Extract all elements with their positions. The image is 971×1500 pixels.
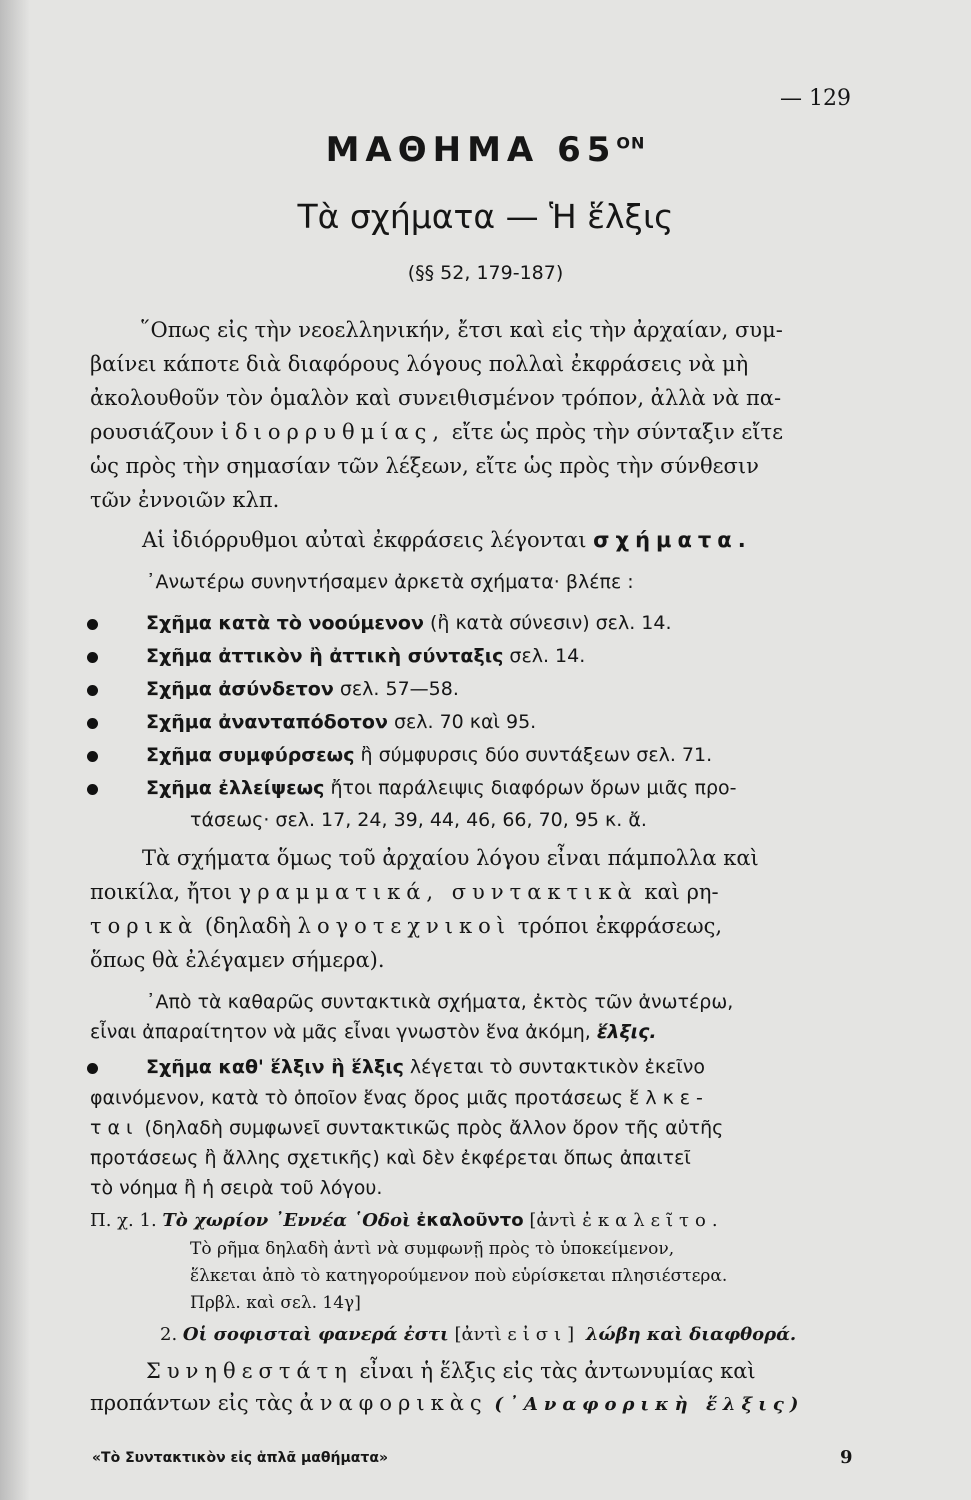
bullet-1-bold: Σχῆμα κατὰ τὸ νοούμενον (146, 612, 424, 634)
example-2-spaced: εἰσι] (507, 1324, 581, 1345)
bullet-6 (87, 784, 98, 795)
example-1-line-1 (90, 1210, 724, 1231)
para2-line-2 (90, 880, 719, 904)
bullet-2-rest: σελ. 14. (509, 645, 586, 667)
helxis-line-2 (90, 1087, 709, 1109)
bullet-6-rest: ἤτοι παράλειψις διαφόρων ὅρων μιᾶς προ- (330, 777, 737, 799)
para2-line-4: ὅπως θὰ ἐλέγαμεν σήμερα). (90, 948, 385, 972)
example-1-line-4: Πρβλ. καὶ σελ. 14γ] (190, 1293, 361, 1313)
bullet-5 (87, 751, 98, 762)
lesson-title-sup: ΟΝ (616, 133, 646, 153)
example-2-bracket: [ἀντὶ (454, 1324, 502, 1345)
para3-line-1: ᾿Απὸ τὰ καθαρῶς συντακτικὰ σχήματα, ἐκτὸς τῶν ἀνωτέρω, (146, 991, 734, 1013)
bullet-item-1 (146, 612, 672, 634)
intro-line-6: τῶν ἐννοιῶν κλπ. (90, 488, 280, 512)
lesson-subtitle: Τὰ σχήματα — Ἡ ἕλξις (297, 197, 674, 236)
bullet-6-bold: Σχῆμα ἐλλείψεως (146, 777, 325, 799)
bullet-2 (87, 652, 98, 663)
definition-line (142, 528, 752, 552)
para2-part-b: καὶ ρη- (644, 880, 719, 904)
bullet-item-6 (146, 777, 737, 799)
para2-part-d: τρόποι ἐκφράσεως, (517, 914, 723, 938)
intro-line-4 (90, 420, 783, 444)
last-text-2: προπάντων εἰς τὰς (90, 1391, 293, 1415)
para2-spaced-a: γραμματικά, συντακτικὰ (238, 880, 638, 904)
para3-helxis: ἕλξις. (596, 1021, 657, 1043)
last-text-1: εἶναι ἡ ἕλξις εἰς τὰς ἀντωνυμίας καὶ (359, 1359, 756, 1383)
para3-line-2 (90, 1021, 657, 1043)
intro-line-4b: εἴτε ὡς πρὸς τὴν σύνταξιν εἴτε (451, 420, 784, 444)
lesson-title (0, 130, 971, 170)
example-1-spaced: ἐκαλεῖτο. (582, 1210, 724, 1231)
example-2-italic: Οἱ σοφισταὶ φανερά ἐστι (182, 1324, 449, 1345)
example-1-line-2: Τὸ ρῆμα δηλαδὴ ἀντὶ νὰ συμφωνῇ πρὸς τὸ ὑποκείμενον, (190, 1239, 675, 1259)
helxis-line-3 (90, 1117, 723, 1139)
page-number: — 129 (780, 86, 851, 111)
bullet-helxis (87, 1063, 98, 1074)
para2-line-1: Τὰ σχήματα ὅμως τοῦ ἀρχαίου λόγου εἶναι πάμπολλα καὶ (142, 846, 759, 870)
intro-line-1: ῞Οπως εἰς τὴν νεοελληνικήν, ἔτσι καὶ εἰς τὴν ἀρχαίαν, συμ- (140, 318, 783, 342)
lesson-title-text: ΜΑΘΗΜΑ 65 (325, 130, 617, 170)
example-2-line (160, 1324, 796, 1345)
bullet-4-bold: Σχῆμα ἀνανταπόδοτον (146, 711, 388, 733)
bullet-item-2 (146, 645, 585, 667)
bullet-5-bold: Σχῆμα συμφύρσεως (146, 744, 355, 766)
last-line-2 (90, 1391, 804, 1415)
intro-line-2: βαίνει κάποτε διὰ διαφόρους λόγους πολλαὶ ἐκφράσεις νὰ μὴ (90, 352, 749, 376)
signature-mark: 9 (840, 1447, 853, 1468)
bullet-4-rest: σελ. 70 καὶ 95. (393, 711, 537, 733)
bullet-item-4 (146, 711, 536, 733)
example-1-line-3: ἕλκεται ἀπὸ τὸ κατηγορούμενον ποὺ εὑρίσκεται πλησιέστερα. (190, 1266, 728, 1286)
bullet-item-5 (146, 744, 712, 766)
example-1-bracket: [ἀντὶ (529, 1210, 577, 1231)
book-footer: «Τὸ Συντακτικὸν εἰς ἁπλᾶ μαθήματα» (92, 1450, 388, 1466)
helxis-spaced: ἕλκε- (629, 1087, 709, 1109)
bullet-1 (87, 619, 98, 630)
example-2-italic-2: λώβη καὶ διαφθορά. (585, 1324, 797, 1345)
helxis-line-4: προτάσεως ἢ ἄλλης σχετικῆς) καὶ δὲν ἐκφέρεται ὅπως ἀπαιτεῖ (90, 1147, 691, 1169)
para2-spaced-b: τορικὰ (90, 914, 199, 938)
helxis-text-3: (δηλαδὴ συμφωνεῖ συντακτικῶς πρὸς ἄλλον ὅρον τῆς αὐτῆς (144, 1117, 724, 1139)
section-references: (§§ 52, 179-187) (407, 262, 564, 284)
para2-line-3 (90, 914, 722, 938)
bullet-5-rest: ἢ σύμφυρσις δύο συντάξεων σελ. 71. (360, 744, 713, 766)
intro-line-3: ἀκολουθοῦν τὸν ὁμαλὸν καὶ συνειθισμένον τρόπον, ἀλλὰ νὰ πα- (90, 386, 782, 410)
helxis-line-1 (146, 1056, 705, 1078)
bullet-3 (87, 685, 98, 696)
example-2-num: 2. (160, 1324, 178, 1345)
helxis-text-1: λέγεται τὸ συντακτικὸν ἐκεῖνο (409, 1056, 706, 1078)
helxis-text-2: φαινόμενον, κατὰ τὸ ὁποῖον ἕνας ὅρος μιᾶς προτάσεως (90, 1087, 624, 1109)
intro-line-5: ὡς πρὸς τὴν σημασίαν τῶν λέξεων, εἴτε ὡς πρὸς τὴν σύνθεσιν (90, 454, 759, 478)
idiorrythmias-word: ἰδιορρυθμίας, (220, 420, 446, 444)
last-line-1 (146, 1359, 756, 1383)
last-italic: (᾿Αναφορικὴ ἕλξις) (494, 1394, 805, 1415)
example-1-italic: Τὸ χωρίον ᾿Εννέα ῾Οδοὶ (162, 1210, 411, 1231)
last-spaced-2: ἀναφορικὰς (299, 1391, 488, 1415)
last-spaced: Συνηθεστάτη (146, 1359, 353, 1383)
example-1-bold: ἐκαλοῦντο (416, 1210, 524, 1231)
para2-part-a: ποικίλα, ἤτοι (90, 880, 232, 904)
bullet-4 (87, 718, 98, 729)
definition-word: σχήματα. (593, 528, 752, 552)
definition-text: Αἱ ἰδιόρρυθμοι αὐταὶ ἐκφράσεις λέγονται (142, 528, 587, 552)
bullet-6-continuation: τάσεως· σελ. 17, 24, 39, 44, 46, 66, 70, 95 κ. ἄ. (190, 809, 647, 831)
helxis-bold: Σχῆμα καθ' ἕλξιν ἢ ἕλξις (146, 1056, 404, 1078)
bullet-2-bold: Σχῆμα ἀττικὸν ἢ ἀττικὴ σύνταξις (146, 645, 504, 667)
above-line: ᾿Ανωτέρω συνηντήσαμεν ἀρκετὰ σχήματα· βλέπε : (146, 571, 634, 593)
bullet-3-bold: Σχῆμα ἀσύνδετον (146, 678, 334, 700)
bullet-1-rest: (ἢ κατὰ σύνεσιν) σελ. 14. (429, 612, 672, 634)
intro-line-4a: ρουσιάζουν (90, 420, 215, 444)
para3-text: εἶναι ἀπαραίτητον νὰ μᾶς εἶναι γνωστὸν ἕνα ἀκόμη, (90, 1021, 591, 1043)
para2-spaced-c: λογοτεχνικοὶ (297, 914, 512, 938)
para2-part-c: (δηλαδὴ (204, 914, 291, 938)
helxis-spaced-2: ται (90, 1117, 139, 1139)
example-1-label: Π. χ. 1. (90, 1210, 157, 1231)
bullet-3-rest: σελ. 57—58. (339, 678, 459, 700)
helxis-line-5: τὸ νόημα ἢ ἡ σειρὰ τοῦ λόγου. (90, 1177, 383, 1199)
bullet-item-3 (146, 678, 459, 700)
